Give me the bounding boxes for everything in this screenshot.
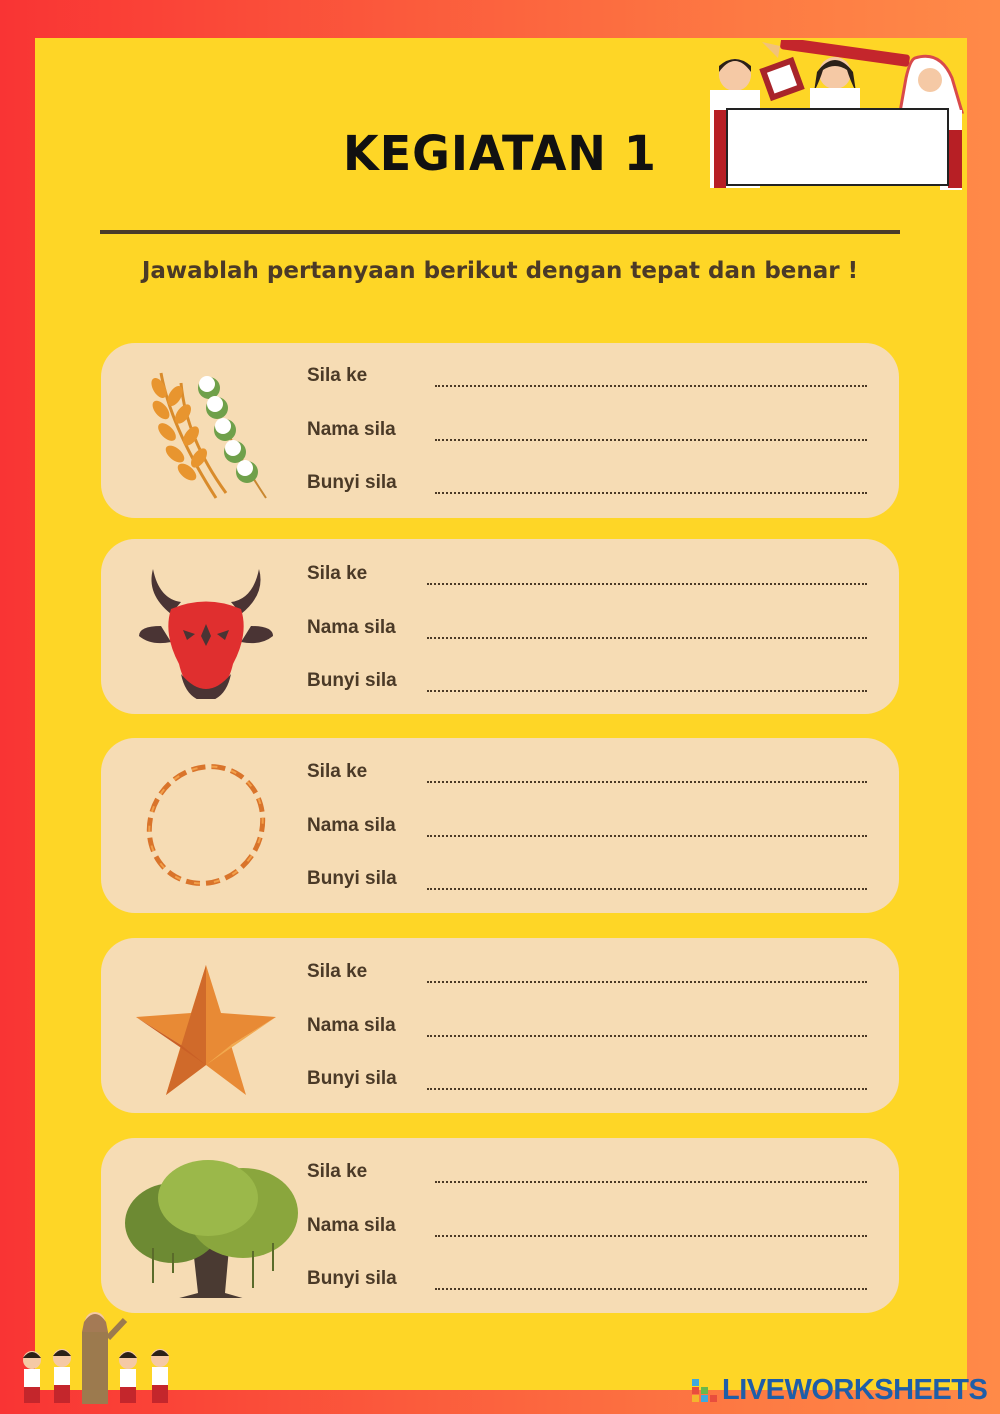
brand-name: LIVEWORKSHEETS [722,1373,988,1406]
page-title: KEGIATAN 1 [343,124,657,182]
row-bunyi-sila [307,668,887,698]
row-bunyi-sila [307,1066,887,1096]
answer-input-bunyi-sila-1[interactable] [435,470,867,494]
liveworksheets-logo-icon [690,1377,718,1403]
row-sila-ke [307,1159,887,1189]
question-card-2 [101,539,899,714]
answer-input-nama-sila-5[interactable] [435,1213,867,1237]
bintang-icon [131,953,281,1098]
answer-input-bunyi-sila-4[interactable] [427,1066,867,1090]
label-sila-ke: Sila ke [307,1161,368,1182]
question-card-4 [101,938,899,1113]
instruction-text: Jawablah pertanyaan berikut dengan tepat dan benar ! [141,258,859,284]
label-sila-ke: Sila ke [307,365,368,386]
label-nama-sila: Nama sila [307,1015,396,1036]
label-bunyi-sila: Bunyi sila [307,1268,397,1289]
answer-input-sila-ke-3[interactable] [427,759,867,783]
label-nama-sila: Nama sila [307,1215,396,1236]
label-bunyi-sila: Bunyi sila [307,670,397,691]
banteng-icon [131,554,281,699]
label-nama-sila: Nama sila [307,617,396,638]
row-nama-sila [307,813,887,843]
row-nama-sila [307,417,887,447]
answer-input-bunyi-sila-2[interactable] [427,668,867,692]
answer-input-sila-ke-1[interactable] [435,363,867,387]
row-nama-sila [307,1213,887,1243]
label-bunyi-sila: Bunyi sila [307,868,397,889]
row-sila-ke [307,759,887,789]
answer-input-bunyi-sila-5[interactable] [435,1266,867,1290]
row-bunyi-sila [307,866,887,896]
row-bunyi-sila [307,1266,887,1296]
row-bunyi-sila [307,470,887,500]
label-bunyi-sila: Bunyi sila [307,472,397,493]
label-bunyi-sila: Bunyi sila [307,1068,397,1089]
answer-input-nama-sila-2[interactable] [427,615,867,639]
liveworksheets-brand[interactable] [690,1373,987,1407]
row-nama-sila [307,615,887,645]
title-divider [100,230,900,234]
label-nama-sila: Nama sila [307,815,396,836]
question-card-1 [101,343,899,518]
pohon-beringin-icon [123,1153,298,1298]
rantai-icon [131,753,281,898]
answer-input-sila-ke-2[interactable] [427,561,867,585]
answer-input-nama-sila-3[interactable] [427,813,867,837]
label-sila-ke: Sila ke [307,961,368,982]
answer-input-sila-ke-5[interactable] [435,1159,867,1183]
answer-input-nama-sila-4[interactable] [427,1013,867,1037]
answer-input-nama-sila-1[interactable] [435,417,867,441]
question-card-5 [101,1138,899,1313]
label-sila-ke: Sila ke [307,761,368,782]
label-nama-sila: Nama sila [307,419,396,440]
padi-kapas-icon [131,358,281,503]
row-nama-sila [307,1013,887,1043]
row-sila-ke [307,363,887,393]
answer-input-bunyi-sila-3[interactable] [427,866,867,890]
teacher-students-illustration [10,1308,190,1408]
row-sila-ke [307,561,887,591]
row-sila-ke [307,959,887,989]
label-sila-ke: Sila ke [307,563,368,584]
question-card-3 [101,738,899,913]
answer-board [726,108,949,186]
answer-input-sila-ke-4[interactable] [427,959,867,983]
